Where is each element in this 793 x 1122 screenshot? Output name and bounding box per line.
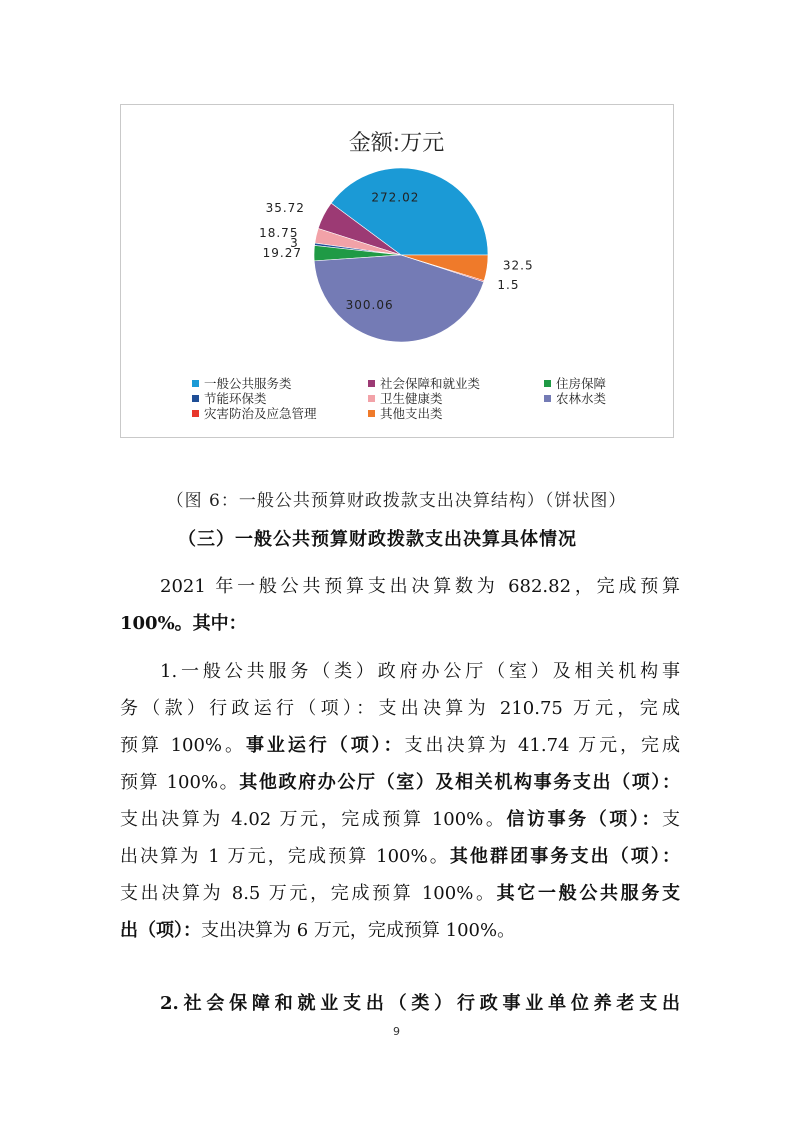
text-run: 支出决算为 4.02 万元，完成预算 100%。: [120, 809, 507, 830]
legend-swatch: [192, 380, 199, 387]
text-run: 信访事务（项）：: [506, 809, 663, 830]
text-run: 事业运行（项）：: [245, 735, 405, 756]
legend-swatch: [368, 410, 375, 417]
legend-label: 节能环保类: [204, 391, 267, 406]
legend-item: [368, 376, 544, 391]
page-number: 9: [393, 1025, 400, 1038]
pie-data-label: 19.27: [262, 245, 303, 260]
pie-data-label: 35.72: [265, 200, 305, 215]
legend-swatch: [544, 395, 551, 402]
text-line: [120, 764, 680, 801]
legend-label: 社会保障和就业类: [380, 376, 481, 391]
text-run: 出决算为 1 万元，完成预算 100%。: [120, 846, 450, 867]
text-run: 务（款）行政运行（项）：: [120, 698, 379, 719]
legend-swatch: [192, 410, 199, 417]
text-run: 支出决算为 210.75 万元，完成: [378, 698, 681, 719]
text-run: 预算 100%。: [120, 735, 246, 756]
text-run: 其他群团事务支出（项）：: [449, 846, 681, 867]
pie-data-label: 1.5: [497, 277, 520, 292]
text-run: 其它一般公共服务支: [496, 883, 680, 904]
legend-label: 其他支出类: [380, 406, 443, 421]
text-run: 支: [662, 809, 681, 830]
text-line: [120, 801, 680, 838]
legend-item: [192, 406, 368, 421]
legend-item: [192, 376, 368, 391]
text-run: 支出决算为 8.5 万元，完成预算 100%。: [120, 883, 497, 904]
paragraph-summary: [120, 568, 680, 642]
text-run: 出（项）：: [120, 920, 201, 941]
legend-item: [544, 376, 632, 391]
pie-data-label: 3: [290, 235, 299, 250]
legend-item: [544, 391, 632, 406]
legend-swatch: [192, 395, 199, 402]
legend-label: 住房保障: [556, 376, 607, 391]
legend-item: [192, 391, 368, 406]
text-line: 100%。其中：: [120, 613, 247, 634]
text-run: 支出决算为 41.74 万元，完成: [404, 735, 680, 756]
pie-data-label: 272.02: [371, 190, 420, 205]
pie-data-label: 32.5: [502, 258, 534, 273]
paragraph-general-services: [120, 653, 680, 949]
legend-label: 灾害防治及应急管理: [204, 406, 317, 421]
legend-swatch: [544, 380, 551, 387]
chart-legend: [192, 376, 632, 421]
section-heading: （三）一般公共预算财政拨款支出决算具体情况: [178, 529, 577, 550]
text-line: [120, 690, 680, 727]
legend-label: 卫生健康类: [380, 391, 443, 406]
text-run: 其他政府办公厅（室）及相关机构事务支出（项）：: [239, 772, 680, 793]
legend-swatch: [368, 395, 375, 402]
text-line: [120, 912, 680, 949]
legend-label: 一般公共服务类: [204, 376, 292, 391]
legend-item: [368, 391, 544, 406]
legend-label: 农林水类: [556, 391, 607, 406]
figure-caption: （图 6：一般公共预算财政拨款支出决算结构）（饼状图）: [166, 491, 627, 511]
chart-title: 金额:万元: [348, 131, 445, 156]
text-line: 2021 年一般公共预算支出决算数为 682.82，完成预算: [160, 576, 680, 597]
text-line: [120, 727, 680, 764]
text-run: 支出决算为 6 万元，完成预算 100%。: [201, 920, 516, 941]
text-line: 1.一般公共服务（类）政府办公厅（室）及相关机构事: [160, 661, 680, 682]
text-line: [120, 838, 680, 875]
pie-data-label: 18.75: [259, 226, 299, 241]
legend-swatch: [368, 380, 375, 387]
text-run: 预算 100%。: [120, 772, 240, 793]
text-line: 2.社会保障和就业支出（类）行政事业单位养老支出: [160, 993, 680, 1014]
text-line: [120, 875, 680, 912]
paragraph-social-security: [120, 985, 680, 1022]
pie-data-label: 300.06: [345, 297, 394, 312]
legend-item: [368, 406, 544, 421]
